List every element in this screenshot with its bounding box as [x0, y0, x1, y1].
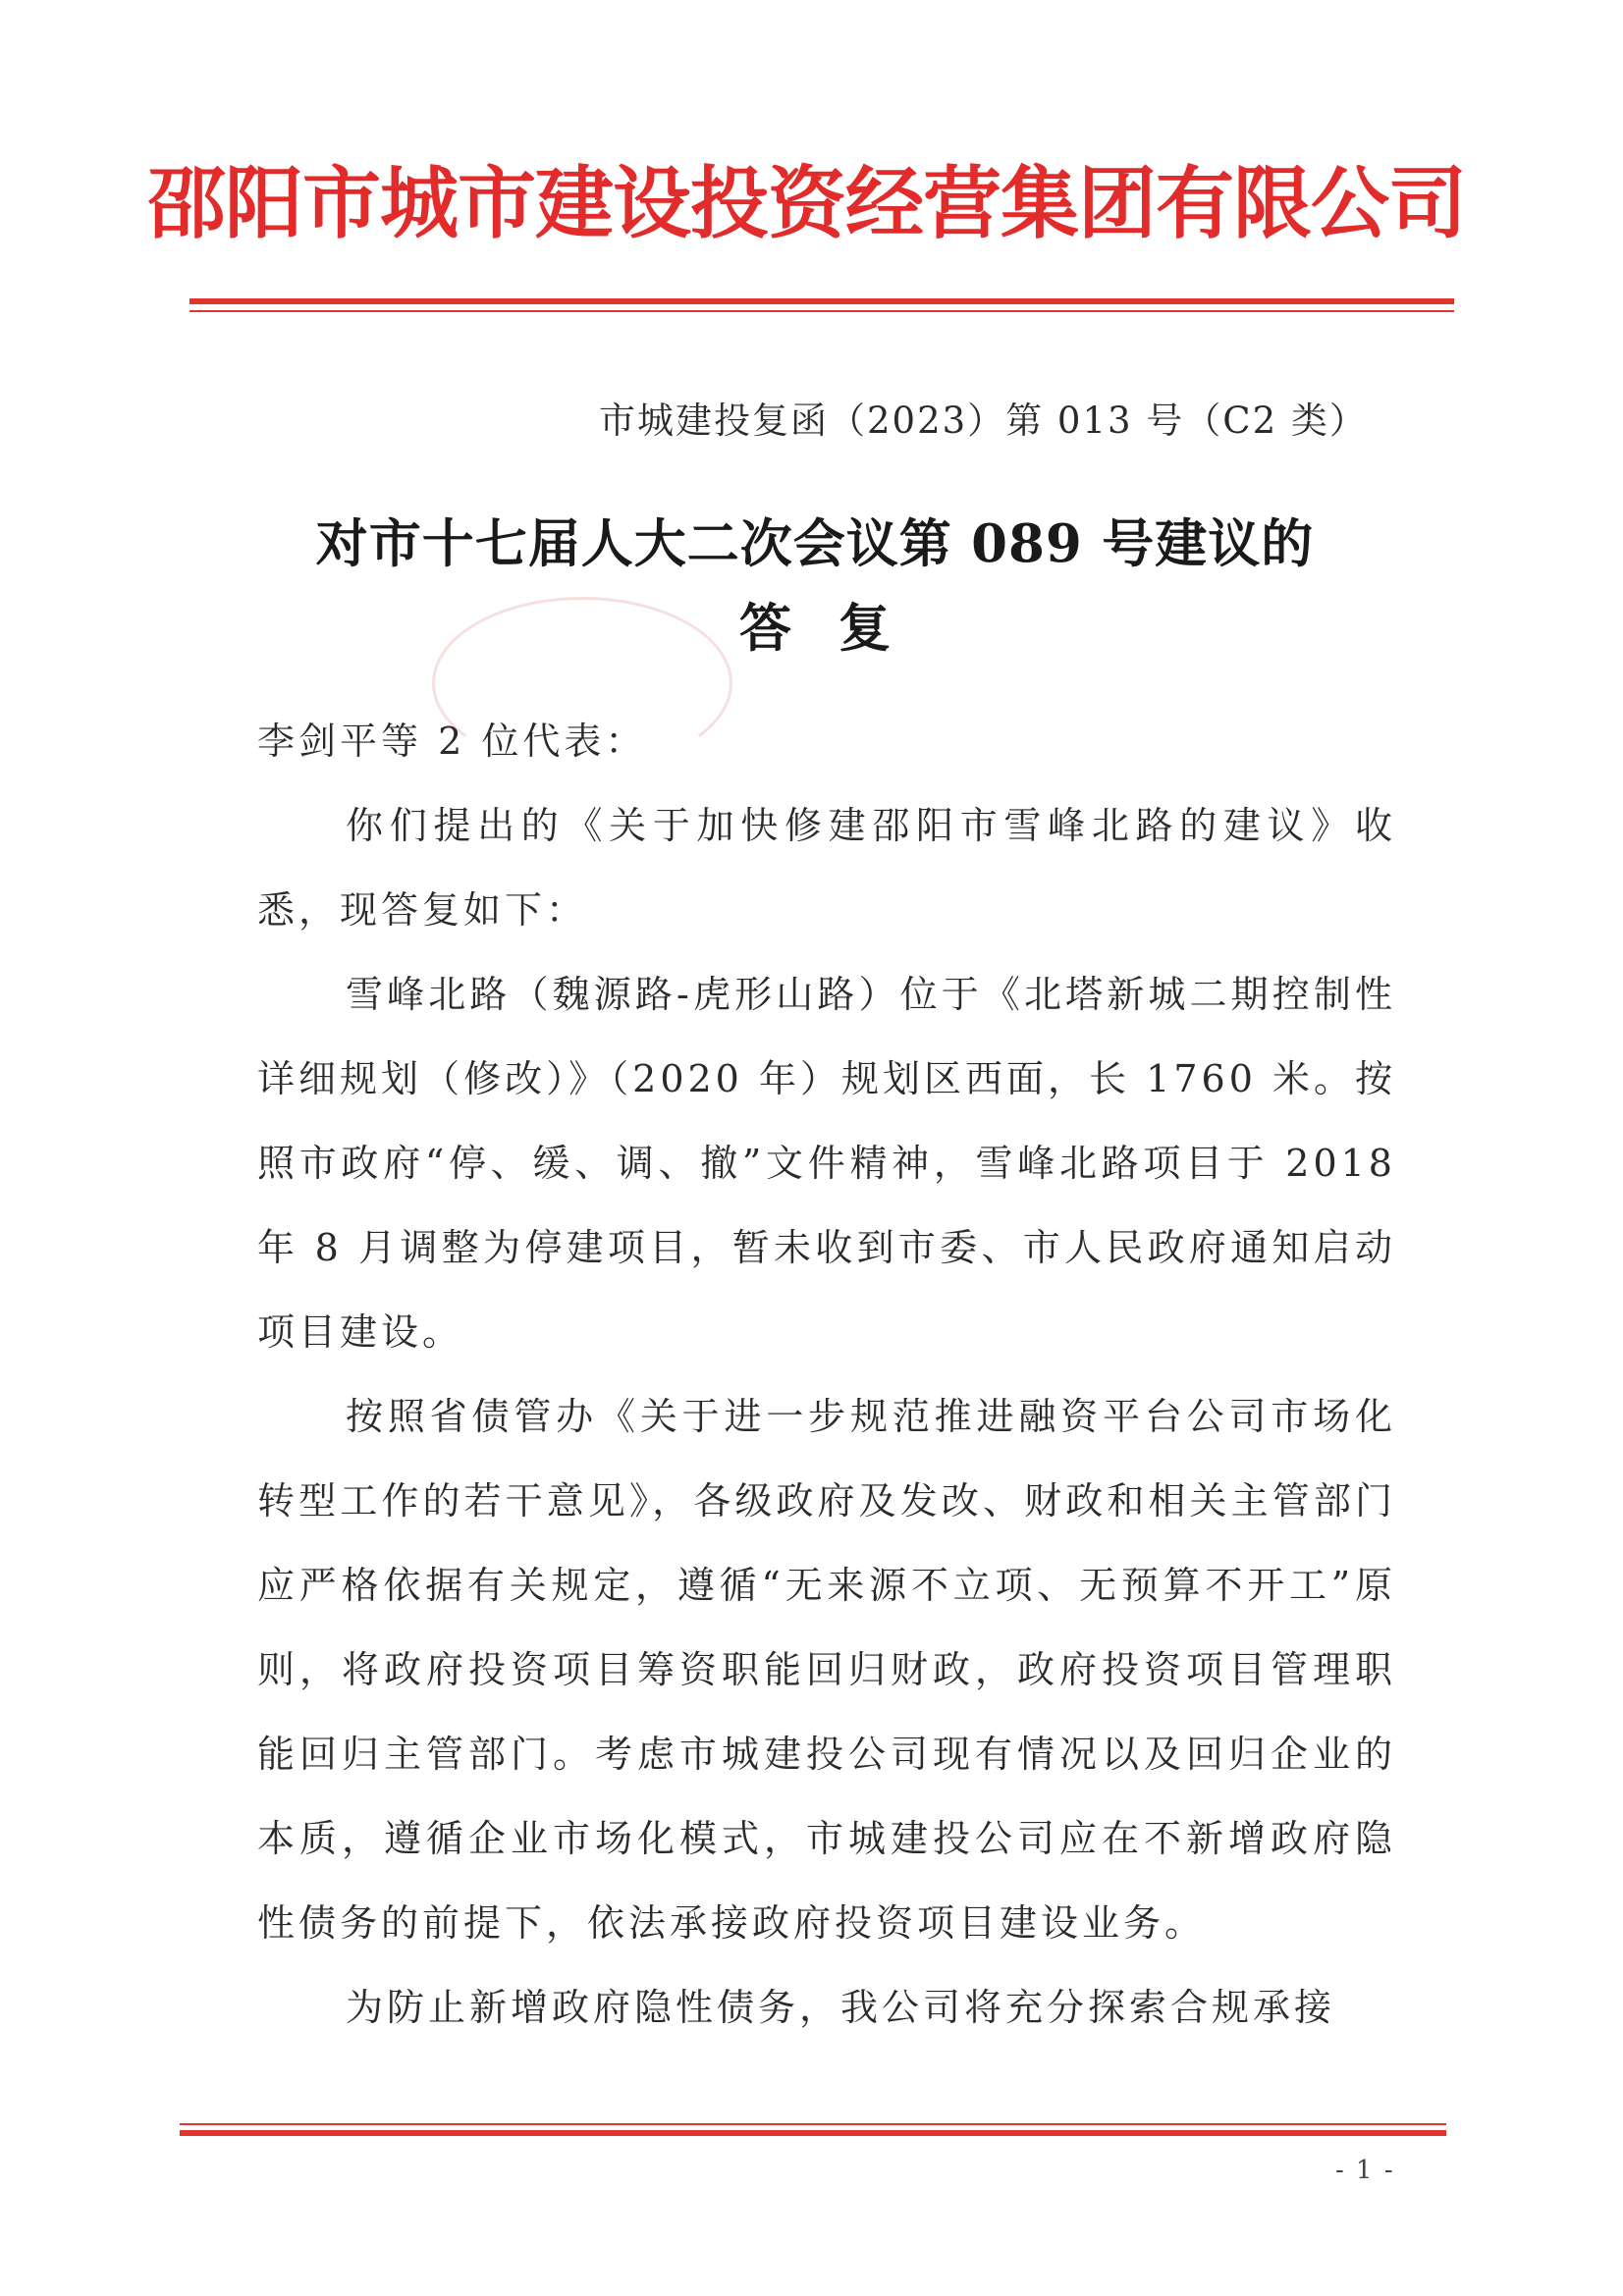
document-body [257, 699, 1396, 2050]
paragraph: 为防止新增政府隐性债务，我公司将充分探索合规承接 [346, 1986, 1336, 2029]
letterhead-rule-thick [189, 298, 1454, 304]
page-number: - 1 - [1335, 2156, 1395, 2185]
document-title-line2: 答复 [739, 598, 938, 659]
paragraph: 雪峰北路（魏源路-虎形山路）位于《北塔新城二期控制性详细规划（修改）》（2020 年）规划区西面，长 1760 米。按照市政府“停、缓、调、撤”文件精神，雪峰北路项目于 2018 年 8 月调整为停建项目，暂未收到市委、市人民政府通知启动项目建设。 [257, 973, 1396, 1354]
letterhead-rule-thin [189, 310, 1454, 312]
letterhead-organization-name: 邵阳市城市建设投资经营集团有限公司 [147, 158, 1466, 249]
salutation: 李剑平等 2 位代表： [257, 720, 647, 763]
document-title-line1: 对市十七届人大二次会议第 089 号建议的 [315, 513, 1315, 574]
footer-rule-thin [180, 2123, 1446, 2125]
paragraph: 你们提出的《关于加快修建邵阳市雪峰北路的建议》收悉，现答复如下： [257, 804, 1396, 932]
footer-rule-thick [180, 2130, 1446, 2136]
paragraph: 按照省债管办《关于进一步规范推进融资平台公司市场化转型工作的若干意见》，各级政府及发改、财政和相关主管部门应严格依据有关规定，遵循“无来源不立项、无预算不开工”原则，将政府投资项目筹资职能回归财政，政府投资项目管理职能回归主管部门。考虑市城建投公司现有情况以及回归企业的本质，遵循企业市场化模式，市城建投公司应在不新增政府隐性债务的前提下，依法承接政府投资项目建设业务。 [257, 1395, 1396, 1945]
document-number: 市城建投复函（2023）第 013 号（C2 类） [599, 400, 1368, 442]
